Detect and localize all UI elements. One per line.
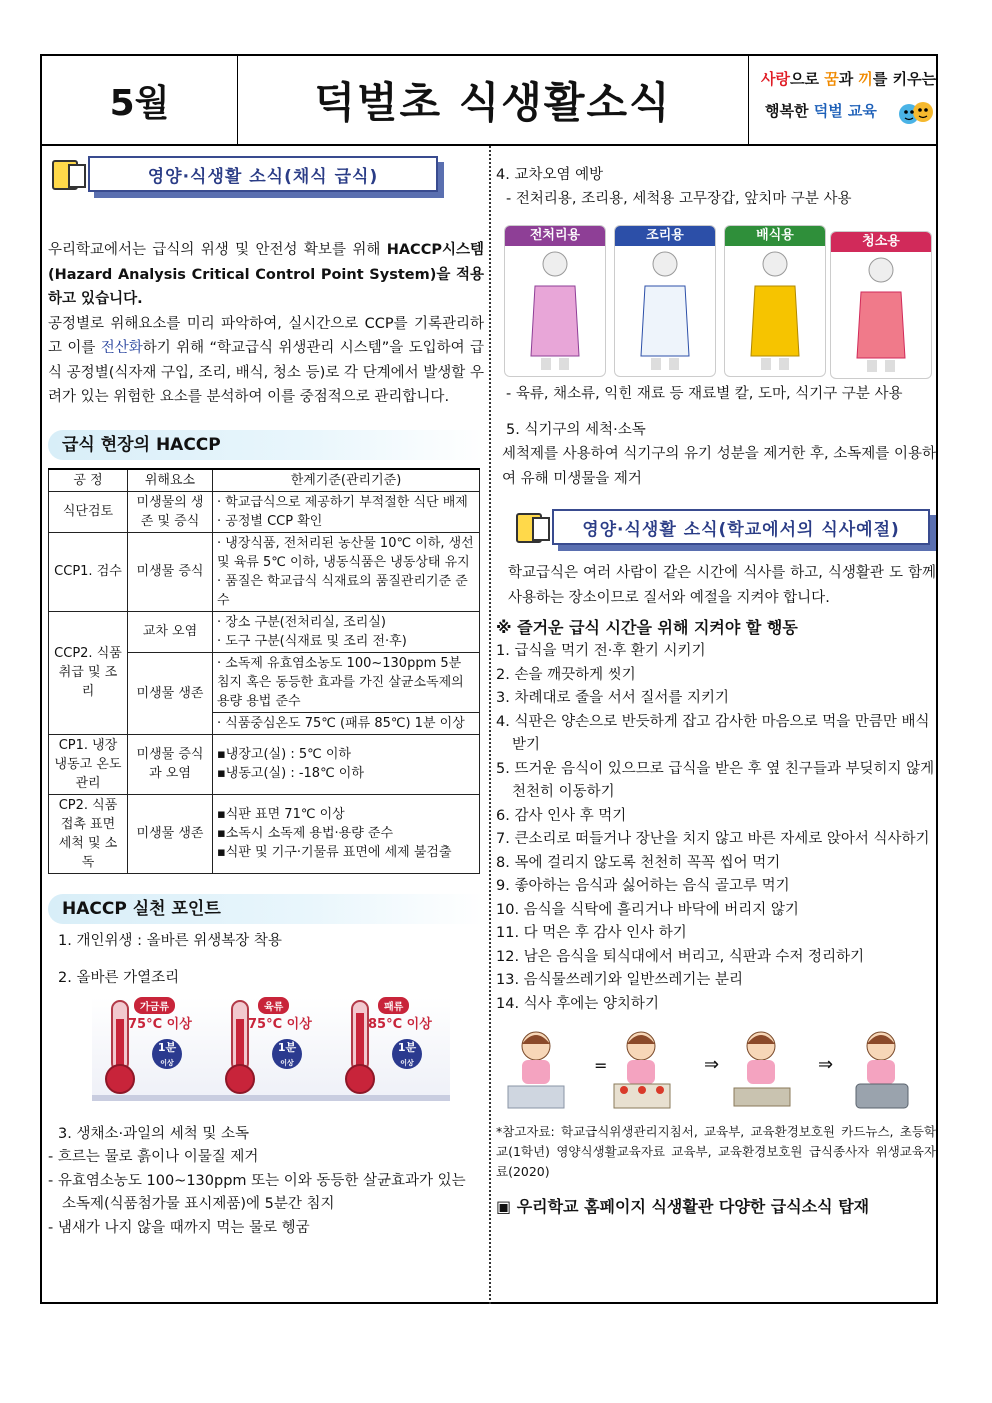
slogan-word: 덕벌 xyxy=(813,102,843,120)
process-cell: 식단검토 xyxy=(49,491,128,532)
apron-card xyxy=(614,225,716,377)
intro-text: 우리학교에서는 급식의 위생 및 안전성 확보를 위해 xyxy=(48,242,381,258)
thermo-time: 1분 xyxy=(397,1040,417,1054)
step-operator: ⇒ xyxy=(818,1054,834,1075)
list-item: - 흐르는 물로 흙이나 이물질 제거 xyxy=(48,1149,259,1165)
criteria-line: · 도구 구분(식재료 및 조리 전·후) xyxy=(217,633,407,649)
thermometer-item xyxy=(332,997,450,1097)
table-header: 한계기준(관리기준) xyxy=(213,469,480,492)
point-text: 세척제를 사용하여 식기구의 유기 성분을 제거한 후, 소독제를 이용하여 유해 미생물을 제거 xyxy=(502,446,936,487)
slogan-word: 끼 xyxy=(858,70,873,88)
intro-paragraph-2 xyxy=(48,312,484,410)
apron-label: 청소용 xyxy=(831,232,931,252)
criteria-cell xyxy=(213,734,480,794)
thermo-temp: 85°C 이상 xyxy=(368,1016,432,1032)
thermo-tag: 육류 xyxy=(258,997,289,1014)
reference-note: *참고자료: 학교급식위생관리지침서, 교육부, 교육환경보호원 카드뉴스, 초등학교(1학년) 영양식생활교육자료 교육부, 교육환경보호원 급식종사자 위생교육자료(2020) xyxy=(496,1124,936,1179)
table-row xyxy=(49,611,480,652)
section-title-box xyxy=(88,156,438,200)
apron-icon xyxy=(831,252,931,376)
highlight-text: 전산화 xyxy=(100,340,143,356)
footer-notice: ▣ 우리학교 홈페이지 식생활관 다양한 급식소식 탑재 xyxy=(496,1197,870,1216)
criteria-line: ▪소독시 소독제 용법·용량 준수 xyxy=(217,826,394,841)
slogan-word: 사랑 xyxy=(761,70,790,88)
thermo-unit: 이상 xyxy=(280,1058,294,1067)
list-item: 4. 식판은 양손으로 반듯하게 잡고 감사한 마음으로 먹을 만큼만 배식받기 xyxy=(496,713,930,753)
apron-icon xyxy=(725,246,825,374)
thermometer-item xyxy=(212,997,330,1097)
criteria-cell xyxy=(213,491,480,532)
list-item: 1. 급식을 먹기 전·후 환기 시키기 xyxy=(496,643,706,659)
mascot-icon xyxy=(897,94,935,132)
point-item: 5. 식기구의 세척·소독 xyxy=(506,421,646,438)
process-cell: CCP2. 식품취급 및 조리 xyxy=(49,611,128,734)
thermo-temp: 75°C 이상 xyxy=(128,1016,192,1032)
thermometer-graphic xyxy=(92,997,450,1101)
section-title-box xyxy=(552,509,930,553)
criteria-line: · 품질은 학교급식 식재료의 품질관리기준 준수 xyxy=(217,573,468,608)
section-band: 급식 현장의 HACCP xyxy=(48,430,484,460)
slogan xyxy=(749,56,938,144)
table-row xyxy=(49,734,480,794)
header xyxy=(42,56,936,146)
criteria-cell: · 소독제 유효염소농도 100~130ppm 5분 침지 혹은 동등한 효과를 가진 살균소독제의 용량 용법 준수 xyxy=(213,652,480,712)
list-item: - 유효염소농도 100~130ppm 또는 이와 동등한 살균효과가 있는 소독제(식품첨가물 표시제품)에 5분간 침지 xyxy=(48,1172,466,1212)
table-header-row xyxy=(49,469,480,492)
process-cell: CP2. 식품접촉 표면 세척 및 소독 xyxy=(49,794,128,873)
section-title: 영양·식생활 소식(채식 급식) xyxy=(88,156,438,192)
apron-label: 전처리용 xyxy=(505,226,605,246)
hazard-cell: 미생물 증식 xyxy=(128,532,213,611)
list-item: - 전처리용, 조리용, 세척용 고무장갑, 앞치마 구분 사용 xyxy=(506,190,852,207)
apron-label: 조리용 xyxy=(615,226,715,246)
point-item: 3. 생채소·과일의 세척 및 소독 xyxy=(58,1125,249,1142)
criteria-line: · 장소 구분(전처리실, 조리실) xyxy=(217,614,386,630)
thermo-time: 1분 xyxy=(157,1040,177,1054)
hazard-cell: 미생물 증식과 오염 xyxy=(128,734,213,794)
apron-icon xyxy=(505,246,605,374)
apron-card xyxy=(830,231,932,379)
list-item: 5. 뜨거운 음식이 있으므로 급식을 받은 후 옆 친구들과 부딪히지 않게 천천히 이동하기 xyxy=(496,760,935,800)
slogan-word: 교육 xyxy=(842,102,877,120)
thermo-tag: 패류 xyxy=(378,997,409,1014)
list-item: - 냄새가 나지 않을 때까지 먹는 물로 헹굼 xyxy=(48,1219,310,1236)
list-item: 9. 좋아하는 음식과 싫어하는 음식 골고루 먹기 xyxy=(496,878,790,894)
hazard-cell: 미생물 생존 xyxy=(128,794,213,873)
left-column xyxy=(48,156,484,1240)
list-item: 3. 차례대로 줄을 서서 질서를 지키기 xyxy=(496,690,729,706)
section-band: HACCP 실천 포인트 xyxy=(48,894,484,924)
intro-paragraph xyxy=(48,238,484,312)
thermo-time-badge xyxy=(392,1039,422,1069)
intro-text: 하기 위해 “학교급식 위생관리 시스템”을 도입하여 급식 공정별(식자재 구입, 조리, 배식, 청소 등)로 각 단계에서 발생할 우려가 있는 위험한 요소를 분석하여 이를 중점적으로 관리합니다. xyxy=(48,340,484,405)
hazard-cell: 교차 오염 xyxy=(128,611,213,652)
criteria-cell: · 식품중심온도 75℃ (패류 85℃) 1분 이상 xyxy=(213,712,480,734)
thermometer-icon xyxy=(340,997,380,1097)
list-item: 11. 다 먹은 후 감사 인사 하기 xyxy=(496,925,687,941)
apron-card xyxy=(504,225,606,377)
apron-graphic xyxy=(504,225,936,383)
point-item: 2. 올바른 가열조리 xyxy=(58,970,180,986)
criteria-cell xyxy=(213,611,480,652)
section-title: 영양·식생활 소식(학교에서의 식사예절) xyxy=(552,509,930,545)
step-operator: ⇒ xyxy=(704,1054,720,1075)
criteria-line: ▪냉장고(실) : 5℃ 이하 xyxy=(217,747,351,762)
list-item: 13. 음식물쓰레기와 일반쓰레기는 분리 xyxy=(496,972,743,988)
thermo-tag: 가금류 xyxy=(134,997,175,1014)
slogan-word: 으로 xyxy=(789,70,825,88)
thermometer-item xyxy=(92,997,210,1097)
point-item: 4. 교차오염 예방 xyxy=(496,167,604,183)
criteria-line: · 냉장식품, 전처리된 농산물 10℃ 이하, 생선 및 육류 5℃ 이하, 냉동식품은 냉동상태 유지 xyxy=(217,535,474,570)
criteria-line: · 공정별 CCP 확인 xyxy=(217,513,323,529)
process-cell: CCP1. 검수 xyxy=(49,532,128,611)
thermo-unit: 이상 xyxy=(160,1058,174,1067)
list-item: 10. 음식을 식탁에 흘리거나 바닥에 버리지 않기 xyxy=(496,901,799,918)
list-item: 12. 남은 음식을 퇴식대에서 버리고, 식판과 수저 정리하기 xyxy=(496,948,865,965)
slogan-line1 xyxy=(761,68,936,89)
point-item: 1. 개인위생 : 올바른 위생복장 착용 xyxy=(58,932,282,949)
criteria-line: ▪냉동고(실) : -18℃ 이하 xyxy=(217,766,364,781)
table-header: 위해요소 xyxy=(128,469,213,492)
etiquette-intro: 학교급식은 여러 사람이 같은 시간에 식사를 하고, 식생활관 도 함께 사용하는 장소이므로 질서와 예절을 지켜야 합니다. xyxy=(508,565,936,606)
slogan-word: 를 키우는 xyxy=(872,70,937,88)
slogan-word: 꿈 xyxy=(824,70,839,88)
newsletter-title: 덕벌초 식생활소식 xyxy=(238,56,749,144)
thermo-unit: 이상 xyxy=(400,1058,414,1067)
table-row xyxy=(49,794,480,873)
meal-steps-illustration xyxy=(496,1024,936,1114)
intro-text: 공정별로 위해요소를 미리 파악하여, 실시간으로 CCP를 기록관리하고 이를 xyxy=(48,315,484,356)
apron-label: 배식용 xyxy=(725,226,825,246)
apron-icon xyxy=(615,246,715,374)
criteria-line: ▪식판 표면 71℃ 이상 xyxy=(217,807,345,822)
process-cell: CP1. 냉장냉동고 온도관리 xyxy=(49,734,128,794)
etiquette-heading: ※ 즐거운 급식 시간을 위해 지켜야 할 행동 xyxy=(496,618,798,637)
column-divider xyxy=(489,146,491,1304)
hazard-cell: 미생물 생존 xyxy=(128,652,213,734)
table-row xyxy=(49,532,480,611)
criteria-line: · 학교급식으로 제공하기 부적절한 식단 배제 xyxy=(217,494,468,510)
thermo-time-badge xyxy=(152,1039,182,1069)
list-item: 14. 식사 후에는 양치하기 xyxy=(496,995,659,1012)
slogan-word: 과 xyxy=(838,70,859,88)
thermometer-icon xyxy=(220,997,260,1097)
table-row xyxy=(49,491,480,532)
hazard-cell: 미생물의 생존 및 증식 xyxy=(128,491,213,532)
table-header: 공 정 xyxy=(49,469,128,492)
thermo-time-badge xyxy=(272,1039,302,1069)
criteria-cell xyxy=(213,532,480,611)
apron-card xyxy=(724,225,826,377)
criteria-line: ▪식판 및 기구·기물류 표면에 세제 불검출 xyxy=(217,845,452,860)
list-item: 8. 목에 걸리지 않도록 천천히 꼭꼭 씹어 먹기 xyxy=(496,854,781,871)
month-label: 5월 xyxy=(42,56,238,144)
right-column xyxy=(496,156,936,1217)
list-item: 7. 큰소리로 떠들거나 장난을 치지 않고 바른 자세로 앉아서 식사하기 xyxy=(496,831,930,847)
newsletter-page xyxy=(40,54,938,1304)
etiquette-list xyxy=(496,640,936,1016)
list-item: - 육류, 채소류, 익힌 재료 등 재료별 칼, 도마, 식기구 구분 사용 xyxy=(506,386,903,402)
intro-bold-text: HACCP시스템(Hazard Analysis Critical Control Point System)을 적용하고 있습니다. xyxy=(48,242,484,307)
slogan-line2 xyxy=(765,100,877,121)
list-item: 6. 감사 인사 후 먹기 xyxy=(496,807,627,824)
haccp-table xyxy=(48,468,480,874)
thermo-time: 1분 xyxy=(277,1040,297,1054)
thermo-temp: 75°C 이상 xyxy=(248,1016,312,1032)
step-operator: = xyxy=(594,1056,608,1075)
list-item: 2. 손을 깨끗하게 씻기 xyxy=(496,666,636,683)
thermometer-icon xyxy=(100,997,140,1097)
criteria-cell xyxy=(213,794,480,873)
slogan-word: 행복한 xyxy=(765,102,814,120)
